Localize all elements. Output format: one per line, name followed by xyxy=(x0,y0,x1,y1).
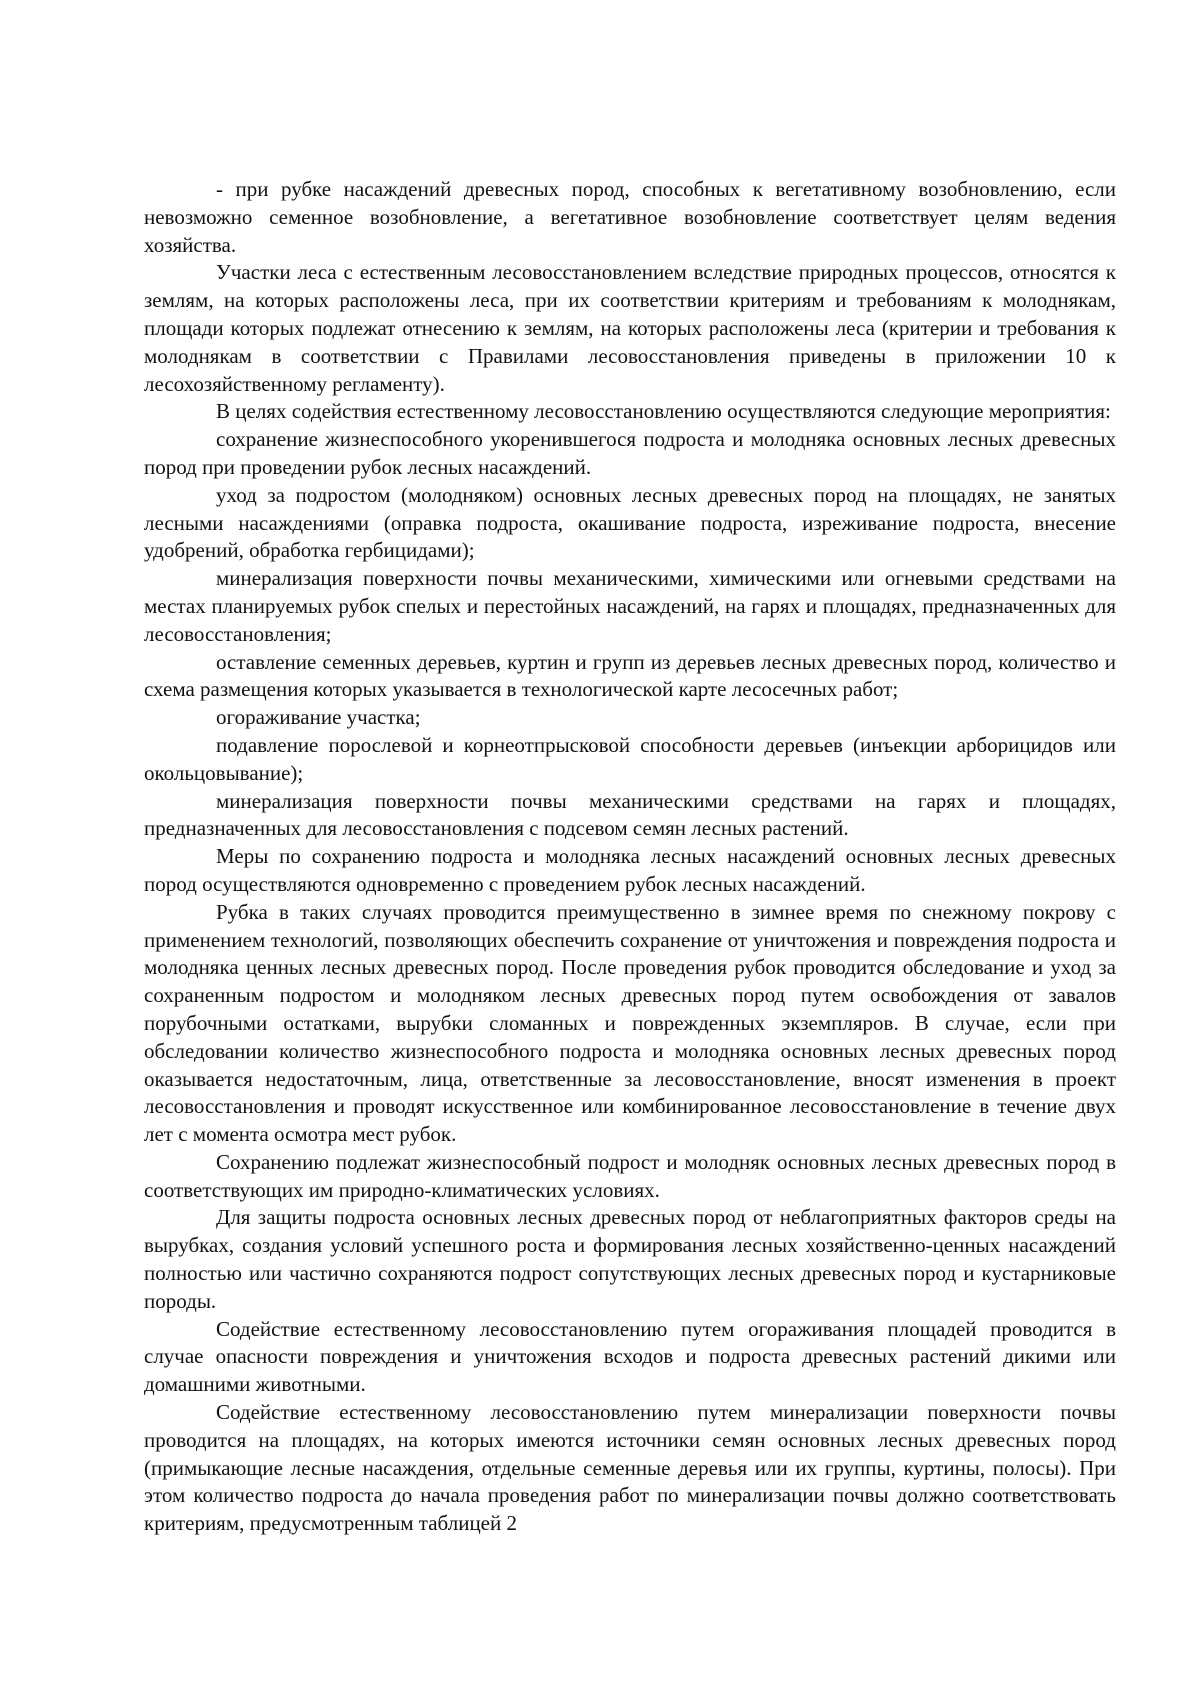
paragraph-fencing-assistance: Содействие естественному лесовосстановлению путем огораживания площадей проводится в случае опасности повреждения и уничтожения всходов и подроста древесных растений дикими или домашними животными. xyxy=(144,1316,1116,1397)
list-item-soil-mineralization: минерализация поверхности почвы механическими, химическими или огневыми средствами на местах планируемых рубок спелых и перестойных насаждений, на гарях и площадях, предназначенных для лесовосстановления; xyxy=(144,566,1116,646)
paragraph-preservation-measures: Меры по сохранению подроста и молодняка лесных насаждений основных лесных древесных пород осуществляются одновременно с проведением рубок лесных насаждений. xyxy=(144,844,1116,896)
list-item-suppression: подавление порослевой и корнеотпрысковой способности деревьев (инъекции арборицидов или окольцовывание); xyxy=(144,732,1116,785)
list-item-preserve-undergrowth: сохранение жизнеспособного укоренившегося подроста и молодняка основных лесных древесных пород при проведении рубок лесных насаждений. xyxy=(144,427,1116,479)
list-item-care-undergrowth: уход за подростом (молодняком) основных лесных древесных пород на площадях, не занятых лесными насаждениями (оправка подроста, окашивание подроста, изреживание подроста, внесение удобрений, обработка гербицидами); xyxy=(144,482,1116,563)
list-item-mechanical-mineralization: минерализация поверхности почвы механическими средствами на гарях и площадях, предназначенных для лесовосстановления с подсевом семян лесных растений. xyxy=(144,788,1116,841)
document-body xyxy=(144,176,1116,1538)
paragraph-viable-undergrowth: Сохранению подлежат жизнеспособный подрост и молодняк основных лесных древесных пород в соответствующих им природно-климатических условиях. xyxy=(144,1149,1116,1202)
list-item-fencing: огораживание участка; xyxy=(216,705,421,730)
list-item-seed-trees: оставление семенных деревьев, куртин и групп из деревьев лесных древесных пород, количество и схема размещения которых указывается в технологической карте лесосечных работ; xyxy=(144,649,1116,702)
paragraph-mineralization-assistance: Содействие естественному лесовосстановлению путем минерализации поверхности почвы проводится на площадях, на которых имеются источники семян основных лесных древесных пород (примыкающие лесные насаждения, отдельные семенные деревья или их группы, куртины, полосы). При этом количество подроста до начала проведения работ по минерализации почвы должно соответствовать критериям, предусмотренным таблицей 2 xyxy=(144,1400,1116,1536)
paragraph-measures-intro: В целях содействия естественному лесовосстановлению осуществляются следующие мероприятия: xyxy=(216,399,1111,424)
paragraph-protection: Для защиты подроста основных лесных древесных пород от неблагоприятных факторов среды на вырубках, создания условий успешного роста и формирования лесных хозяйственно-ценных насаждений полностью или частично сохраняются подрост сопутствующих лесных древесных пород и кустарниковые породы. xyxy=(144,1205,1116,1313)
paragraph-natural-processes: Участки леса с естественным лесовосстановлением вследствие природных процессов, относятся к землям, на которых расположены леса, при их соответствии критериям и требованиям к молоднякам, площади которых подлежат отнесению к землям, на которых расположены леса (критерии и требования к молоднякам в соответствии с Правилами лесовосстановления приведены в приложении 10 к лесохозяйственному регламенту). xyxy=(144,260,1116,396)
paragraph-winter-logging: Рубка в таких случаях проводится преимущественно в зимнее время по снежному покрову с применением технологий, позволяющих обеспечить сохранение от уничтожения и повреждения подроста и молодняка ценных лесных древесных пород. После проведения рубок проводится обследование и уход за сохраненным подростом и молодняком лесных древесных пород путем освобождения от завалов порубочными остатками, вырубки сломанных и поврежденных экземпляров. В случае, если при обследовании количество жизнеспособного подроста и молодняка основных лесных древесных пород оказывается недостаточным, лица, ответственные за лесовосстановление, вносят изменения в проект лесовосстановления и проводят искусственное или комбинированное лесовосстановление в течение двух лет с момента осмотра мест рубок. xyxy=(144,899,1116,1147)
paragraph-vegetative-renewal: - при рубке насаждений древесных пород, способных к вегетативному возобновлению, если невозможно семенное возобновление, а вегетативное возобновление соответствует целям ведения хозяйства. xyxy=(144,177,1116,257)
